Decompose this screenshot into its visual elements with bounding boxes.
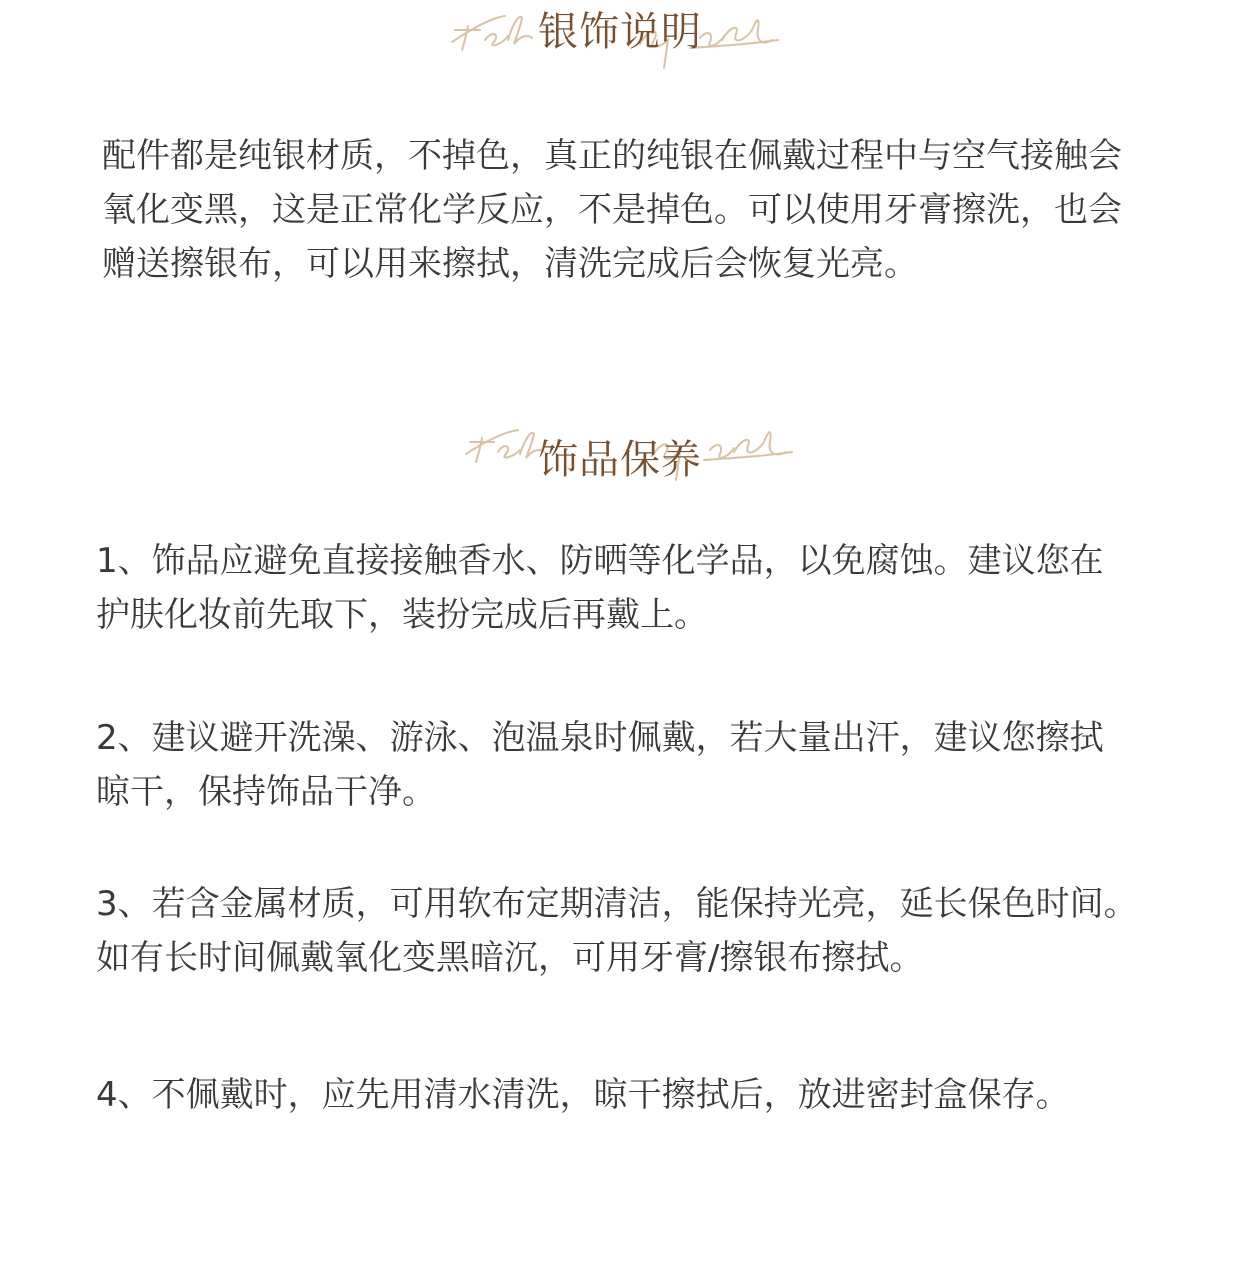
section-heading-jewelry-care — [0, 420, 1240, 500]
care-item-line: 1、饰品应避免直接接触香水、防晒等化学品，以免腐蚀。建议您在 — [96, 541, 1104, 581]
care-item-line: 如有长时间佩戴氧化变黑暗沉，可用牙膏/擦银布擦拭。 — [96, 938, 924, 978]
care-item-line: 2、建议避开洗澡、游泳、泡温泉时佩戴，若大量出汗，建议您擦拭 — [96, 718, 1104, 758]
care-item-line: 4、不佩戴时，应先用清水清洗，晾干擦拭后，放进密封盒保存。 — [96, 1075, 1070, 1115]
section-heading-silver-notes — [0, 0, 1240, 80]
paragraph-line: 赠送擦银布，可以用来擦拭，清洗完成后会恢复光亮。 — [102, 244, 918, 284]
care-item-line: 护肤化妆前先取下，装扮完成后再戴上。 — [96, 595, 708, 635]
section-title: 饰品保养 — [538, 437, 702, 483]
care-item-line: 晾干，保持饰品干净。 — [96, 772, 436, 812]
paragraph-line: 配件都是纯银材质，不掉色，真正的纯银在佩戴过程中与空气接触会 — [102, 136, 1122, 176]
section-title: 银饰说明 — [538, 9, 702, 55]
care-item-line: 3、若含金属材质，可用软布定期清洁，能保持光亮，延长保色时间。 — [96, 884, 1138, 924]
paragraph-line: 氧化变黑，这是正常化学反应，不是掉色。可以使用牙膏擦洗，也会 — [102, 190, 1122, 230]
